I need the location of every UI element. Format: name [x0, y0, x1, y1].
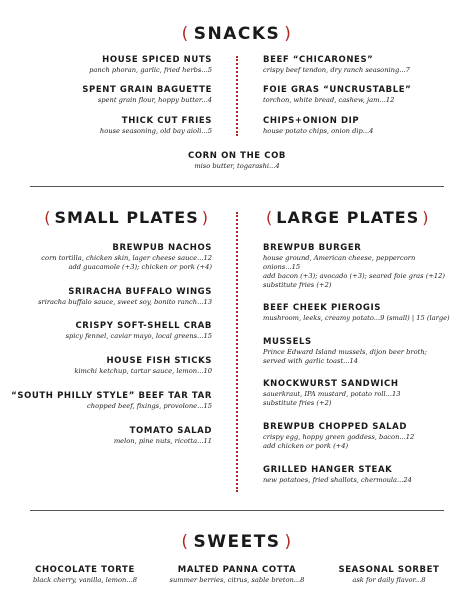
item-description: chopped beef, fixings, provolone...15: [87, 402, 212, 410]
item-description: ask for daily flavor...8: [352, 576, 426, 584]
item-description: substitute fries (+2): [263, 399, 332, 407]
item-name: BEEF CHEEK PIEROGIS: [263, 303, 381, 313]
item-name: SRIRACHA BUFFALO WINGS: [68, 287, 212, 297]
snacks-title: [0, 24, 474, 44]
menu-item: [89, 54, 212, 75]
menu-item: [263, 464, 412, 485]
item-name: CRISPY SOFT-SHELL CRAB: [75, 321, 212, 331]
menu-item: [66, 320, 212, 341]
item-name: CHIPS+ONION DIP: [263, 116, 360, 126]
item-description: add bacon (+3); avocado (+3); seared foie gras (+12): [263, 272, 446, 280]
item-description: house ground, American cheese, peppercorn: [263, 254, 416, 262]
item-description: torchon, white bread, cashew, jam...12: [263, 96, 395, 104]
menu-item: [324, 564, 454, 585]
item-description: kimchi ketchup, tartar sauce, lemon...10: [74, 367, 212, 375]
item-name: “SOUTH PHILLY STYLE” BEEF TAR TAR: [11, 391, 212, 401]
large-plates-title-text: LARGE PLATES: [276, 208, 420, 227]
item-description: crispy egg, hoppy green goddess, bacon...12: [263, 433, 415, 441]
menu-item: [263, 242, 445, 290]
item-name: MALTED PANNA COTTA: [177, 565, 297, 575]
item-description: mushroom, leeks, creamy potato...9 (small) | 15 (large): [263, 314, 450, 322]
item-description: melon, pine nuts, ricotta...11: [113, 437, 212, 445]
menu-item: [20, 564, 150, 585]
menu-item: [74, 355, 212, 376]
item-name: THICK CUT FRIES: [121, 116, 212, 126]
item-description: onions...15: [263, 263, 301, 271]
snacks-title-text: SNACKS: [193, 24, 281, 44]
item-name: GRILLED HANGER STEAK: [263, 465, 393, 475]
item-description: corn tortilla, chicken skin, lager cheese sauce...12: [41, 254, 212, 262]
menu-item: [114, 425, 212, 446]
item-name: BREWPUB BURGER: [263, 243, 362, 253]
open-paren: (: [44, 208, 52, 227]
menu-item: [82, 84, 212, 105]
item-description: add chicken or pork (+4): [263, 442, 349, 450]
sweets-title-text: SWEETS: [193, 532, 281, 552]
item-name: BREWPUB NACHOS: [112, 243, 212, 253]
item-name: TOMATO SALAD: [129, 426, 212, 436]
menu-item: [38, 286, 212, 307]
large-plates-title: [263, 208, 432, 227]
item-description: spicy fennel, caviar mayo, local greens...15: [65, 332, 212, 340]
menu-item: [263, 302, 450, 323]
divider-line: [30, 186, 444, 187]
item-description: black cherry, vanilla, lemon...8: [32, 576, 137, 584]
open-paren: (: [181, 532, 190, 552]
snacks-dotted-divider: [236, 56, 238, 136]
item-description: house potato chips, onion dip...4: [263, 127, 374, 135]
close-paren: ): [284, 24, 293, 44]
item-description: panch phoran, garlic, fried herbs...5: [89, 66, 212, 74]
item-name: SEASONAL SORBET: [338, 565, 440, 575]
item-name: CORN ON THE COB: [187, 151, 286, 161]
item-name: BREWPUB CHOPPED SALAD: [263, 422, 407, 432]
item-name: MUSSELS: [263, 337, 312, 347]
item-name: SPENT GRAIN BAGUETTE: [82, 85, 212, 95]
small-plates-title-text: SMALL PLATES: [54, 208, 199, 227]
open-paren: (: [181, 24, 190, 44]
plates-dotted-divider: [236, 212, 238, 492]
item-description: summer berries, citrus, sable breton...8: [169, 576, 305, 584]
menu-item: [263, 378, 401, 408]
item-name: HOUSE FISH STICKS: [106, 356, 212, 366]
item-description: sriracha buffalo sauce, sweet soy, bonito ranch...13: [38, 298, 212, 306]
menu-item: [0, 150, 474, 171]
sweets-title: [0, 532, 474, 552]
menu-item: [100, 115, 212, 136]
item-description: new potatoes, fried shallots, chermoula...24: [263, 476, 412, 484]
item-description: Prince Edward Island mussels, dijon beer broth;: [263, 348, 427, 356]
item-name: FOIE GRAS “UNCRUSTABLE”: [263, 85, 412, 95]
close-paren: ): [422, 208, 430, 227]
close-paren: ): [201, 208, 209, 227]
close-paren: ): [284, 532, 293, 552]
item-description: house seasoning, old bay aioli...5: [99, 127, 212, 135]
menu-item: [167, 564, 307, 585]
menu-item: [263, 84, 411, 105]
menu-item: [263, 336, 427, 366]
item-description: crispy beef tendon, dry ranch seasoning...7: [263, 66, 410, 74]
menu-item: [263, 54, 410, 75]
item-description: add guacamole (+3); chicken or pork (+4): [68, 263, 212, 271]
item-description: served with garlic toast...14: [263, 357, 359, 365]
open-paren: (: [266, 208, 274, 227]
item-name: BEEF “CHICARONES”: [263, 55, 374, 65]
item-description: sauerkraut, IPA mustard, potato roll...13: [263, 390, 401, 398]
item-name: KNOCKWURST SANDWICH: [263, 379, 399, 389]
small-plates-title: [41, 208, 212, 227]
menu-item: [263, 421, 414, 451]
item-description: miso butter, togarashi...4: [194, 162, 280, 170]
menu-item: [41, 242, 212, 272]
item-description: spent grain flour, hoppy butter...4: [97, 96, 212, 104]
item-name: HOUSE SPICED NUTS: [102, 55, 212, 65]
item-description: substitute fries (+2): [263, 281, 332, 289]
divider-line: [30, 510, 444, 511]
menu-item: [11, 390, 212, 411]
item-name: CHOCOLATE TORTE: [35, 565, 135, 575]
menu-item: [263, 115, 373, 136]
